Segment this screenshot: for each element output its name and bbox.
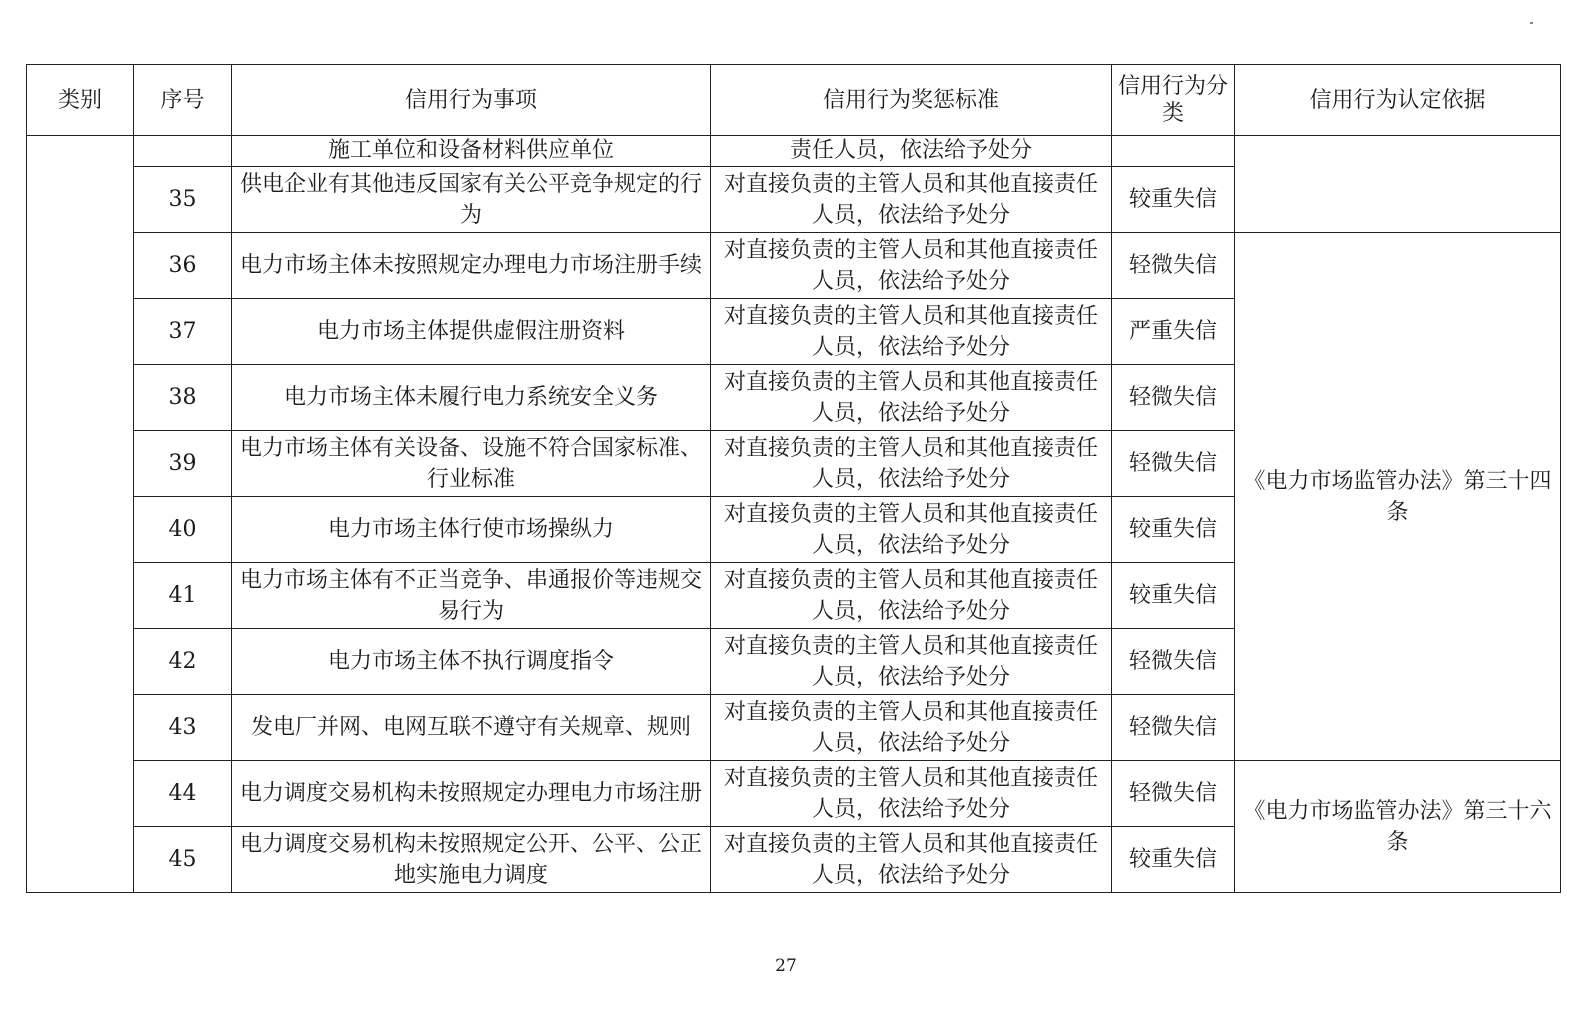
item-cell: 电力市场主体未按照规定办理电力市场注册手续 [232, 233, 711, 299]
item-cell: 电力市场主体未履行电力系统安全义务 [232, 365, 711, 431]
classification-cell: 较重失信 [1112, 563, 1235, 629]
item-cell: 施工单位和设备材料供应单位 [232, 136, 711, 167]
item-cell: 电力调度交易机构未按照规定办理电力市场注册 [232, 761, 711, 827]
header-classification: 信用行为分类 [1112, 65, 1235, 136]
standard-cell: 对直接负责的主管人员和其他直接责任人员，依法给予处分 [711, 563, 1112, 629]
seq-cell: 36 [134, 233, 232, 299]
seq-cell: 44 [134, 761, 232, 827]
classification-cell: 轻微失信 [1112, 365, 1235, 431]
classification-cell [1112, 136, 1235, 167]
seq-cell [134, 136, 232, 167]
standard-cell: 对直接负责的主管人员和其他直接责任人员，依法给予处分 [711, 365, 1112, 431]
standard-cell: 责任人员，依法给予处分 [711, 136, 1112, 167]
item-cell: 电力调度交易机构未按照规定公开、公平、公正地实施电力调度 [232, 827, 711, 893]
header-basis: 信用行为认定依据 [1235, 65, 1561, 136]
standard-cell: 对直接负责的主管人员和其他直接责任人员，依法给予处分 [711, 497, 1112, 563]
seq-cell: 42 [134, 629, 232, 695]
item-cell: 电力市场主体不执行调度指令 [232, 629, 711, 695]
page-number: 27 [775, 956, 797, 976]
basis-cell-article-34: 《电力市场监管办法》第三十四条 [1235, 233, 1561, 761]
classification-cell: 较重失信 [1112, 827, 1235, 893]
standard-cell: 对直接负责的主管人员和其他直接责任人员，依法给予处分 [711, 233, 1112, 299]
classification-cell: 轻微失信 [1112, 629, 1235, 695]
seq-cell: 43 [134, 695, 232, 761]
table-header-row [27, 65, 1561, 136]
item-cell: 电力市场主体有不正当竞争、串通报价等违规交易行为 [232, 563, 711, 629]
standard-cell: 对直接负责的主管人员和其他直接责任人员，依法给予处分 [711, 695, 1112, 761]
standard-cell: 对直接负责的主管人员和其他直接责任人员，依法给予处分 [711, 827, 1112, 893]
item-cell: 供电企业有其他违反国家有关公平竞争规定的行为 [232, 167, 711, 233]
classification-cell: 较重失信 [1112, 167, 1235, 233]
classification-cell: 较重失信 [1112, 497, 1235, 563]
classification-cell: 严重失信 [1112, 299, 1235, 365]
header-standard: 信用行为奖惩标准 [711, 65, 1112, 136]
item-cell: 电力市场主体有关设备、设施不符合国家标准、行业标准 [232, 431, 711, 497]
seq-cell: 37 [134, 299, 232, 365]
classification-cell: 轻微失信 [1112, 233, 1235, 299]
basis-cell-previous [1235, 136, 1561, 233]
header-category: 类别 [27, 65, 134, 136]
classification-cell: 轻微失信 [1112, 695, 1235, 761]
category-cell [27, 136, 134, 893]
header-item: 信用行为事项 [232, 65, 711, 136]
seq-cell: 40 [134, 497, 232, 563]
standard-cell: 对直接负责的主管人员和其他直接责任人员，依法给予处分 [711, 299, 1112, 365]
item-cell: 电力市场主体提供虚假注册资料 [232, 299, 711, 365]
seq-cell: 45 [134, 827, 232, 893]
basis-cell-article-36: 《电力市场监管办法》第三十六条 [1235, 761, 1561, 893]
standard-cell: 对直接负责的主管人员和其他直接责任人员，依法给予处分 [711, 761, 1112, 827]
standard-cell: 对直接负责的主管人员和其他直接责任人员，依法给予处分 [711, 629, 1112, 695]
classification-cell: 轻微失信 [1112, 431, 1235, 497]
seq-cell: 39 [134, 431, 232, 497]
seq-cell: 41 [134, 563, 232, 629]
credit-behavior-table [26, 64, 1561, 893]
item-cell: 发电厂并网、电网互联不遵守有关规章、规则 [232, 695, 711, 761]
standard-cell: 对直接负责的主管人员和其他直接责任人员，依法给予处分 [711, 431, 1112, 497]
standard-cell: 对直接负责的主管人员和其他直接责任人员，依法给予处分 [711, 167, 1112, 233]
seq-cell: 35 [134, 167, 232, 233]
table-row [27, 761, 1561, 827]
table-row [27, 233, 1561, 299]
classification-cell: 轻微失信 [1112, 761, 1235, 827]
header-seq: 序号 [134, 65, 232, 136]
scan-mark [1530, 22, 1533, 24]
item-cell: 电力市场主体行使市场操纵力 [232, 497, 711, 563]
table-row-continuation [27, 136, 1561, 167]
seq-cell: 38 [134, 365, 232, 431]
